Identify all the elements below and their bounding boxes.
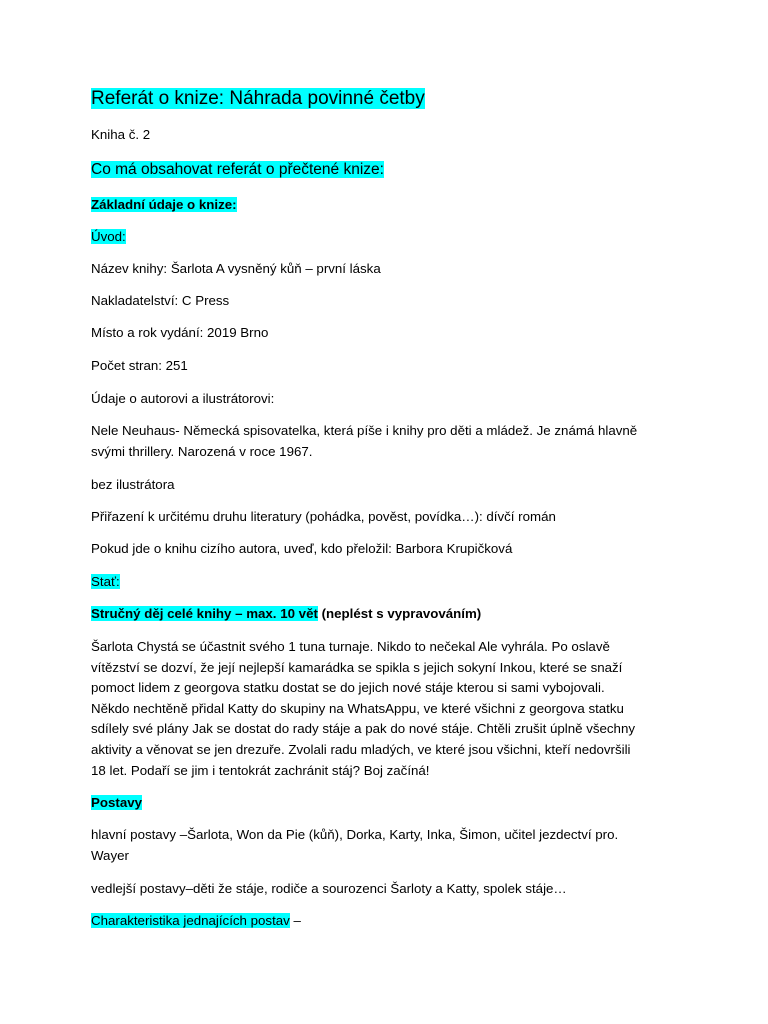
book-title-line: Název knihy: Šarlota A vysněný kůň – první láska — [91, 261, 381, 276]
characterization-dash: – — [289, 913, 301, 928]
publisher-line: Nakladatelství: C Press — [91, 293, 230, 308]
author-text-line: Nele Neuhaus- Německá spisovatelka, která píše i knihy pro děti a mládež. Je známá hlavně — [91, 423, 638, 438]
characterization-highlight: Charakteristika jednajících postav — [91, 913, 290, 928]
basic-info-highlight: Základní údaje o knize: — [91, 197, 237, 212]
main-characters-line: hlavní postavy –Šarlota, Won da Pie (kůň), Dorka, Karty, Inka, Šimon, učitel jezdectví pro. — [91, 827, 619, 842]
place-year-line: Místo a rok vydání: 2019 Brno — [91, 325, 269, 340]
plot-heading-rest: (neplést s vypravováním) — [317, 606, 482, 621]
translator-line: Pokud jde o knihu cizího autora, uveď, kdo přeložil: Barbora Krupičková — [91, 541, 513, 556]
plot-line: aktivity a věnovat se jen drezuře. Zvolali radu mladých, ve které jsou všichni, kteří nedovršili — [91, 741, 631, 757]
body-heading — [91, 572, 120, 592]
body-heading-highlight: Stať: — [91, 574, 120, 589]
plot-heading-highlight: Stručný děj celé knihy – max. 10 vět — [91, 606, 318, 621]
author-info-heading: Údaje o autorovi a ilustrátorovi: — [91, 391, 275, 406]
plot-line: Někdo nechtěně přidal Katty do skupiny na WhatsAppu, ve které všichni z georgova statku — [91, 700, 624, 716]
book-number: Kniha č. 2 — [91, 127, 151, 142]
contents-heading-highlight: Co má obsahovat referát o přečtené knize: — [91, 161, 384, 178]
plot-line: sdílely své plány Jak se dostat do rady stáje a pak do nové stáje. Chtěli zrušit úplně všechny — [91, 721, 635, 737]
basic-info-heading — [91, 195, 237, 215]
plot-paragraph — [91, 637, 691, 781]
side-characters-line: vedlejší postavy–děti že stáje, rodiče a sourozenci Šarloty a Katty, spolek stáje… — [91, 881, 567, 896]
plot-line: Šarlota Chystá se účastnit svého 1 tuna turnaje. Nikdo to nečekal Ale vyhrála. Po oslavě — [91, 639, 610, 654]
intro-highlight: Úvod: — [91, 229, 126, 244]
author-text — [91, 421, 691, 462]
main-characters-line: Wayer — [91, 847, 129, 863]
characters-heading-highlight: Postavy — [91, 795, 142, 810]
document-title — [91, 86, 425, 112]
main-characters — [91, 825, 691, 866]
illustrator-line: bez ilustrátora — [91, 477, 175, 492]
genre-line: Přiřazení k určitému druhu literatury (pohádka, pověst, povídka…): dívčí román — [91, 509, 556, 524]
author-text-line: svými thrillery. Narozená v roce 1967. — [91, 443, 313, 459]
title-highlight: Referát o knize: Náhrada povinné četby — [91, 88, 425, 109]
plot-heading — [91, 604, 481, 624]
pages-line: Počet stran: 251 — [91, 358, 188, 373]
characters-heading — [91, 793, 142, 813]
characterization-heading — [91, 911, 301, 931]
plot-line: vítězství se dozví, že její nejlepší kamarádka se spikla s jejich sokyní Inkou, které se snaží — [91, 659, 623, 675]
plot-line: 18 let. Podaří se jim i tentokrát zachránit stáj? Boj začíná! — [91, 762, 430, 778]
intro-heading — [91, 227, 126, 247]
contents-heading — [91, 159, 384, 181]
plot-line: pomoct lidem z georgova statku dostat se do jejich nové stáje kterou si sami vybojovali. — [91, 680, 605, 696]
